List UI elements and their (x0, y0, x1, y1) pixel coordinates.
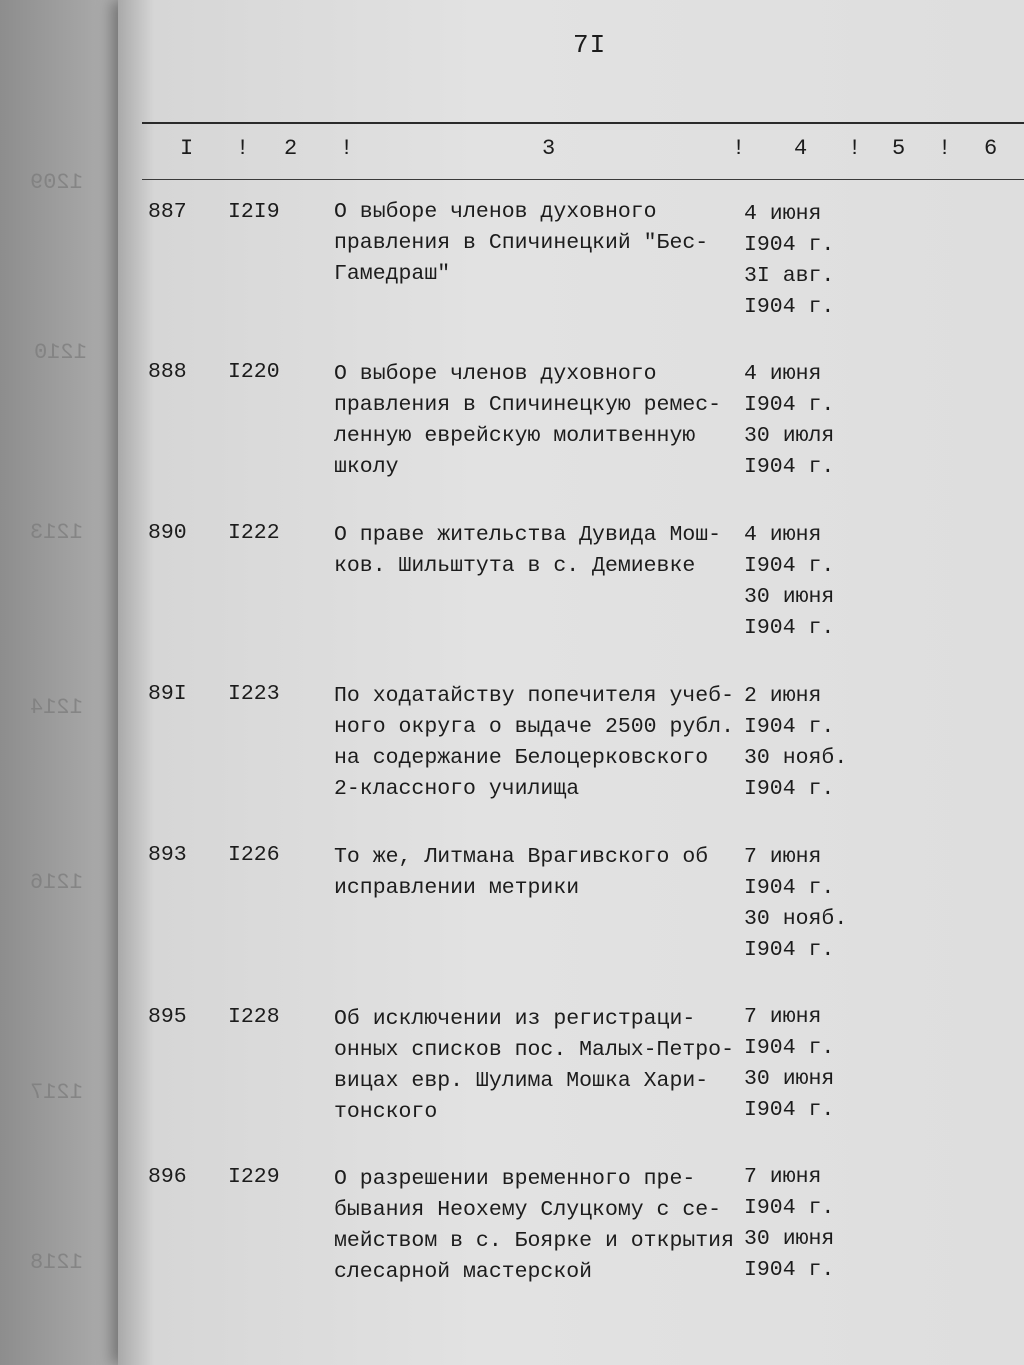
entry-date-line: I904 г. (744, 1196, 835, 1220)
header-separator: ! (938, 136, 952, 161)
header-top-rule (142, 122, 1024, 124)
entry-date-line: I904 г. (744, 554, 835, 578)
header-col-5: 5 (892, 136, 906, 161)
entry-title-line: По ходатайству попечителя учеб- (334, 684, 734, 708)
entry-date-line: I904 г. (744, 455, 835, 479)
bleed-through-text: 1209 (30, 170, 83, 195)
entry-date-line: 4 июня (744, 523, 822, 547)
entry-date-line: I904 г. (744, 616, 835, 640)
bleed-through-text: 1213 (30, 520, 83, 545)
entry-date-line: I904 г. (744, 233, 835, 257)
header-col-4: 4 (794, 136, 808, 161)
entry-date-line: 7 июня (744, 1165, 822, 1189)
entry-title-line: на содержание Белоцерковского (334, 746, 709, 770)
entry-title-line: О выборе членов духовного (334, 200, 657, 224)
entry-number: 888 (148, 360, 187, 384)
entry-date-line: I904 г. (744, 1258, 835, 1282)
entry-code: I220 (228, 360, 280, 384)
entry-title-line: правления в Спичинецкий "Бес- (334, 231, 709, 255)
entry-date-line: 3I авг. (744, 264, 835, 288)
entry-title-line: О выборе членов духовного (334, 362, 657, 386)
entry-code: I2I9 (228, 200, 280, 224)
entry-title-line: О разрешении временного пре- (334, 1167, 696, 1191)
entry-date-line: I904 г. (744, 715, 835, 739)
entry-date-line: 4 июня (744, 202, 822, 226)
entry-title-line: бывания Неохему Слуцкому с се- (334, 1198, 722, 1222)
bleed-through-text: 1210 (34, 340, 87, 365)
bleed-through-text: 1216 (30, 870, 83, 895)
entry-date-line: 7 июня (744, 1005, 822, 1029)
entry-date-line: 30 нояб. (744, 746, 848, 770)
entry-date-line: 30 июня (744, 1067, 835, 1091)
entry-date-line: I904 г. (744, 295, 835, 319)
entry-number: 890 (148, 521, 187, 545)
page-number: 7I (573, 30, 607, 60)
header-col-6: 6 (984, 136, 998, 161)
bleed-through-text: 1218 (30, 1250, 83, 1275)
header-separator: ! (848, 136, 862, 161)
entry-date-line: I904 г. (744, 1098, 835, 1122)
entry-date-line: I904 г. (744, 876, 835, 900)
entry-title-line: онных списков пос. Малых-Петро- (334, 1038, 734, 1062)
header-bottom-rule (142, 179, 1024, 180)
entry-number: 887 (148, 200, 187, 224)
document-page (118, 0, 1024, 1365)
entry-title-line: школу (334, 455, 399, 479)
entry-number: 89I (148, 682, 187, 706)
header-separator: ! (340, 136, 354, 161)
entry-title-line: 2-классного училища (334, 777, 580, 801)
entry-date-line: I904 г. (744, 393, 835, 417)
entry-title-line: ного округа о выдаче 2500 рубл. (334, 715, 734, 739)
entry-date-line: I904 г. (744, 938, 835, 962)
entry-code: I226 (228, 843, 280, 867)
entry-date-line: 30 июня (744, 1227, 835, 1251)
entry-code: I223 (228, 682, 280, 706)
bleed-through-text: 1214 (30, 695, 83, 720)
entry-title-line: ков. Шильштута в с. Демиевке (334, 554, 696, 578)
entry-title-line: правления в Спичинецкую ремес- (334, 393, 722, 417)
entry-date-line: 30 июня (744, 585, 835, 609)
entry-title-line: вицах евр. Шулима Мошка Хари- (334, 1069, 709, 1093)
header-col-1: I (180, 136, 194, 161)
entry-title-line: Гамедраш" (334, 262, 451, 286)
entry-title-line: тонского (334, 1100, 438, 1124)
header-separator: ! (732, 136, 746, 161)
entry-date-line: I904 г. (744, 1036, 835, 1060)
header-col-2: 2 (284, 136, 298, 161)
entry-date-line: 4 июня (744, 362, 822, 386)
entry-code: I228 (228, 1005, 280, 1029)
entry-code: I222 (228, 521, 280, 545)
entry-title-line: О праве жительства Дувида Мош- (334, 523, 722, 547)
entry-title-line: мейством в с. Боярке и открытия (334, 1229, 734, 1253)
entry-number: 893 (148, 843, 187, 867)
bleed-through-text: 1217 (30, 1080, 83, 1105)
header-separator: ! (236, 136, 250, 161)
entry-number: 896 (148, 1165, 187, 1189)
entry-date-line: 7 июня (744, 845, 822, 869)
entry-title-line: ленную еврейскую молитвенную (334, 424, 696, 448)
entry-title-line: слесарной мастерской (334, 1260, 593, 1284)
entry-title-line: То же, Литмана Врагивского об (334, 845, 709, 869)
entry-code: I229 (228, 1165, 280, 1189)
entry-date-line: I904 г. (744, 777, 835, 801)
table-header (118, 136, 1024, 170)
entry-date-line: 2 июня (744, 684, 822, 708)
entry-date-line: 30 нояб. (744, 907, 848, 931)
header-col-3: 3 (542, 136, 556, 161)
entry-title-line: Об исключении из регистраци- (334, 1007, 696, 1031)
entry-date-line: 30 июля (744, 424, 835, 448)
entry-number: 895 (148, 1005, 187, 1029)
entry-title-line: исправлении метрики (334, 876, 580, 900)
